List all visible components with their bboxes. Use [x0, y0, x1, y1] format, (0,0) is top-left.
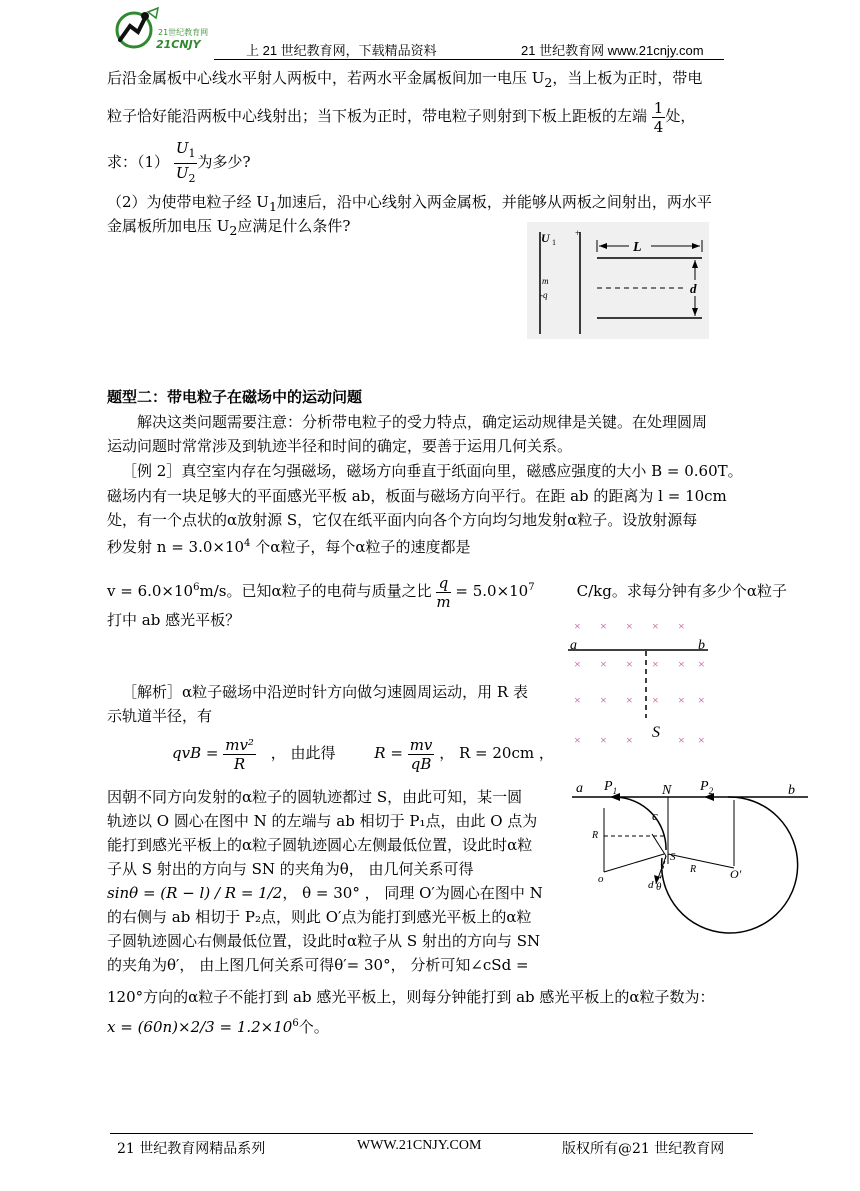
- eq2-fraction: [408, 736, 435, 773]
- p1-line1: [107, 68, 702, 93]
- example2-line4: [107, 534, 470, 557]
- field-cross-icon: ×: [678, 693, 685, 707]
- field-cross-icon: ×: [678, 619, 685, 633]
- field-cross-icon: ×: [574, 693, 581, 707]
- solution-line1: [122, 682, 528, 702]
- ex5-sup: 6: [193, 582, 200, 593]
- field-cross-icon: ×: [678, 733, 685, 747]
- example2-line6: 打中 ab 感光平板？: [107, 611, 241, 629]
- solution-line7: [107, 883, 543, 903]
- sin-theta-equation: sinθ = (R − l) / R = 1/2: [107, 884, 283, 902]
- q2-l2-b: 应满足什么条件?: [237, 217, 351, 235]
- ex5-b: m/s。已知α粒子的电荷与质量之比: [199, 582, 432, 600]
- site-logo: [108, 4, 208, 56]
- footer-rule: [110, 1133, 753, 1134]
- eq1-den: R: [233, 754, 246, 773]
- footer-center: WWW.21CNJY.COM: [357, 1138, 482, 1153]
- ex5-a: v = 6.0×10: [107, 582, 194, 600]
- fig1-label-q: -q: [540, 290, 548, 300]
- fig3-label-theta: θ: [656, 881, 662, 893]
- eq2-den: qB: [410, 754, 432, 773]
- solution-text1: α粒子磁场中沿逆时针方向做匀速圆周运动，用 R 表: [182, 683, 528, 701]
- field-cross-icon: ×: [600, 693, 607, 707]
- ex5-eq: = 5.0×10: [455, 582, 529, 600]
- p1-line2-tail: 处，: [665, 107, 696, 125]
- ex5-c: C/kg。求每分钟有多少个α粒子: [576, 582, 787, 600]
- p1-line1-sub: 2: [544, 75, 553, 90]
- frac-u2: U: [175, 163, 189, 182]
- fig3-label-a: a: [576, 781, 583, 796]
- solution-line10: 的夹角为θ′， 由上图几何关系可得θ′= 30°， 分析可知∠cSd =: [107, 956, 529, 974]
- fig3-label-p1: $P_1$: [604, 779, 618, 796]
- fig3-label-r2: R: [690, 864, 697, 875]
- q2-l1-sub: 1: [268, 199, 277, 214]
- frac-u1: U: [175, 138, 189, 157]
- figure-magnetic-field: [568, 618, 708, 750]
- header-right-text: 21 世纪教育网 www.21cnjy.com: [521, 43, 704, 58]
- solution-line11: 120°方向的α粒子不能打到 ab 感光平板上，则每分钟能打到 ab 感光平板上的α粒子数为：: [107, 988, 715, 1006]
- header-left-text: 上 21 世纪教育网，下载精品资料: [246, 43, 437, 58]
- result-equation: x = (60n)×2/3 = 1.2×10: [107, 1018, 293, 1036]
- frac-q: q: [436, 574, 450, 593]
- ex4-b: 个α粒子，每个α粒子的速度都是: [250, 538, 471, 556]
- example-tag: ［例 2］: [122, 462, 182, 480]
- ex4-a: 秒发射 n = 3.0×10: [107, 538, 245, 556]
- eq2-num: mv: [409, 735, 433, 754]
- fig3-label-p2: $P_2$: [700, 779, 714, 796]
- fraction-q-over-m: [436, 574, 450, 611]
- p1-line2: [107, 96, 695, 136]
- field-cross-icon: ×: [600, 657, 607, 671]
- field-cross-icon: ×: [678, 657, 685, 671]
- field-cross-icon: ×: [698, 733, 705, 747]
- section2-title: 题型二：带电粒子在磁场中的运动问题: [107, 388, 363, 406]
- fig1-label-L: L: [633, 240, 642, 255]
- solution-line5: 能打到感光平板上的α粒子圆轨迹圆心左侧最低位置，设此时α粒: [107, 836, 533, 854]
- eq1-fraction: [223, 736, 256, 773]
- field-cross-icon: ×: [626, 693, 633, 707]
- solution-line9: 子圆轨迹圆心右侧最低位置，设此时α粒子从 S 射出的方向与 SN: [107, 932, 541, 950]
- field-cross-icon: ×: [698, 693, 705, 707]
- fig1-label-d: d: [690, 281, 697, 296]
- frac-u2-sub: 2: [188, 171, 196, 185]
- field-cross-icon: ×: [652, 619, 659, 633]
- q1-prefix: 求：（1）: [107, 153, 170, 171]
- example2-line2: 磁场内有一块足够大的平面感光平板 ab，板面与磁场方向平行。在距 ab 的距离为 l = 10cm: [107, 487, 727, 505]
- footer-right: 版权所有@21 世纪教育网: [562, 1141, 725, 1157]
- q2-l2-sub: 2: [229, 223, 238, 238]
- p1-question1: [107, 138, 251, 188]
- eq1-tail: ， 由此得: [270, 744, 336, 762]
- frac-u1-sub: 1: [188, 146, 196, 160]
- frac-den: 4: [653, 117, 664, 136]
- field-cross-icon: ×: [652, 693, 659, 707]
- ex5-eq-sup: 7: [528, 582, 535, 593]
- solution-line12: [107, 1014, 329, 1037]
- solution-line6: 子从 S 射出的方向与 SN 的夹角为θ， 由几何关系可得: [107, 860, 474, 878]
- fig2-label-b: b: [698, 638, 705, 653]
- fig3-label-r1: R: [592, 830, 599, 841]
- solution-line2: 示轨道半径，有: [107, 707, 213, 725]
- field-cross-icon: ×: [600, 619, 607, 633]
- fig2-label-s: S: [652, 724, 660, 741]
- eq1-left: qvB =: [172, 744, 219, 762]
- fig3-label-o-prime: O′: [730, 867, 742, 881]
- field-cross-icon: ×: [626, 657, 633, 671]
- header-rule: [214, 59, 724, 60]
- example2-text1: 真空室内存在匀强磁场，磁场方向垂直于纸面向里，磁感应强度的大小 B = 0.60T。: [181, 462, 743, 480]
- example2-line3: 处，有一个点状的α放射源 S，它仅在纸平面内向各个方向均匀地发射α粒子。设放射源每: [107, 511, 698, 529]
- section2-intro2: 运动问题时常常涉及到轨迹半径和时间的确定，要善于运用几何关系。: [107, 437, 573, 455]
- q2-l1-b: 加速后，沿中心线射入两金属板，并能够从两板之间射出，两水平: [276, 193, 712, 211]
- fig3-label-b: b: [788, 783, 795, 798]
- solution-line3: 因朝不同方向发射的α粒子的圆轨迹都过 S，由此可知，某一圆: [107, 788, 523, 806]
- figure-trajectories: [572, 768, 810, 972]
- solution-tag: ［解析］: [122, 683, 183, 701]
- fig3-label-s: S: [670, 851, 676, 863]
- p1-question2-line1: [107, 192, 712, 217]
- frac-m: m: [436, 592, 451, 611]
- field-cross-icon: ×: [652, 657, 659, 671]
- q2-l1-a: （2）为使带电粒子经 U: [107, 193, 269, 211]
- section2-intro1: 解决这类问题需要注意：分析带电粒子的受力特点，确定运动规律是关键。在处理圆周: [137, 413, 708, 431]
- eq2-left: R =: [374, 744, 403, 762]
- solution-line8: 的右侧与 ab 相切于 P₂点，则此 O′点为能打到感光平板上的α粒: [107, 908, 532, 926]
- p1-question2-line2: [107, 216, 350, 241]
- field-cross-icon: ×: [626, 733, 633, 747]
- fraction-one-quarter: [652, 99, 666, 136]
- field-cross-icon: ×: [698, 657, 705, 671]
- eq1-num: mv²: [225, 735, 254, 754]
- figure-capacitor-plates: [527, 222, 709, 339]
- solution-equations: [172, 728, 554, 778]
- field-cross-icon: ×: [574, 619, 581, 633]
- fraction-u1-u2: [174, 139, 198, 188]
- logo-text-en: 21CNJY: [156, 38, 201, 51]
- fig2-label-a: a: [570, 638, 577, 653]
- p1-line2-text: 粒子恰好能沿两板中心线射出；当下板为正时，带电粒子则射到下板上距板的左端: [107, 107, 648, 125]
- logo-text-cn: 21世纪教育网: [158, 28, 208, 37]
- field-cross-icon: ×: [574, 657, 581, 671]
- ex4-sup: 4: [244, 538, 251, 549]
- footer-left: 21 世纪教育网精品系列: [117, 1141, 266, 1157]
- p1-line1-text: 后沿金属板中心线水平射人两板中，若两水平金属板间加一电压 U: [107, 69, 545, 87]
- result-tail: 个。: [298, 1018, 329, 1036]
- solution-line7-tail: ， θ = 30° ， 同理 O′为圆心在图中 N: [282, 884, 543, 902]
- q1-tail: 为多少?: [197, 153, 251, 171]
- fig1-label-u-sub: 1: [552, 238, 556, 247]
- frac-num: 1: [653, 98, 664, 117]
- fig3-label-c: c: [652, 808, 658, 823]
- example2-line5: [107, 566, 787, 613]
- result-sup: 6: [292, 1018, 299, 1029]
- p1-line1-tail: ，当上板为正时，带电: [552, 69, 703, 87]
- solution-line4: 轨迹以 O 圆心在图中 N 的左端与 ab 相切于 P₁点，由此 O 点为: [107, 812, 538, 830]
- fig3-label-d: d: [648, 879, 654, 891]
- eq2-tail: ， R = 20cm ，: [439, 744, 554, 762]
- field-cross-icon: ×: [600, 733, 607, 747]
- example2-line1: [122, 461, 743, 481]
- fig3-label-n: N: [662, 783, 672, 798]
- fig1-label-u: U: [541, 231, 550, 245]
- field-cross-icon: ×: [574, 733, 581, 747]
- fig1-label-m: m: [542, 276, 549, 286]
- fig1-label-plus: +: [575, 228, 581, 238]
- field-cross-icon: ×: [626, 619, 633, 633]
- q2-l2-a: 金属板所加电压 U: [107, 217, 230, 235]
- fig3-label-o: o: [598, 873, 604, 885]
